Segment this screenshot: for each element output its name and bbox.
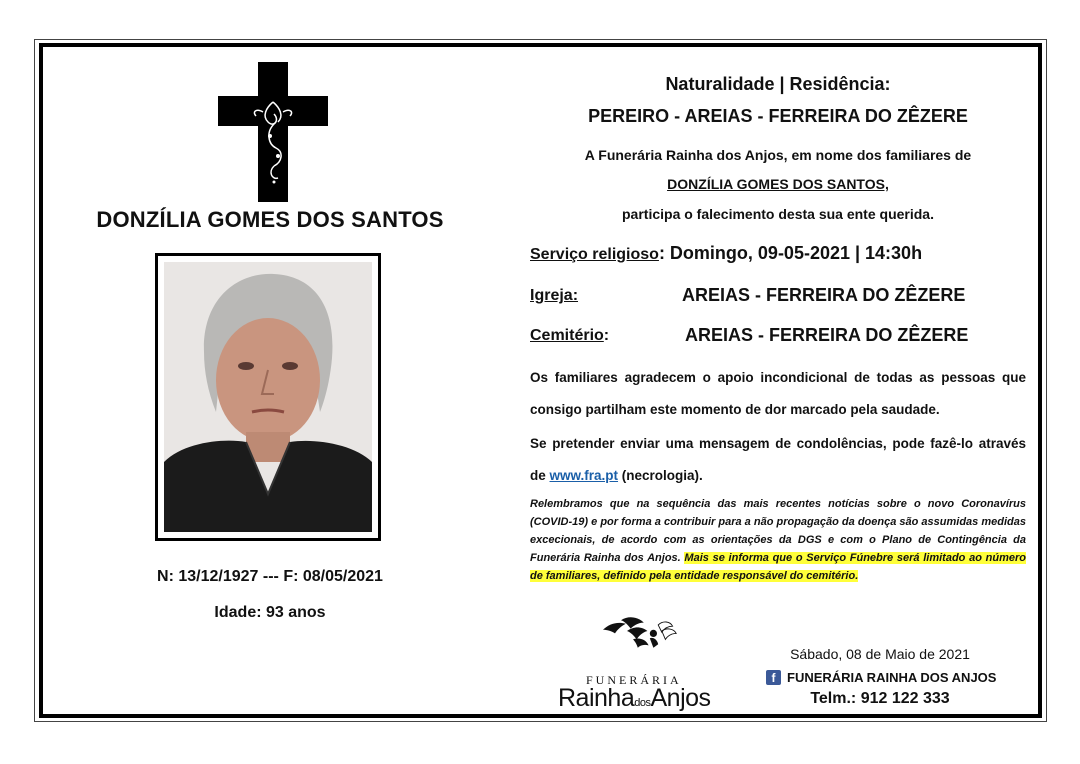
facebook-page[interactable] xyxy=(766,670,996,685)
covid-notice xyxy=(530,495,1026,585)
condolences-pre: Se pretender enviar uma mensagem de condolências, pode fazê-lo através de xyxy=(530,436,1026,483)
religious-service-row xyxy=(530,243,1026,264)
logo-rainha-word: Rainha xyxy=(558,684,635,712)
cemetery-colon: : xyxy=(603,327,610,344)
intro-line-2: participa o falecimento desta sua ente querida. xyxy=(622,206,934,222)
condolences-paragraph xyxy=(530,428,1026,492)
facebook-name: FUNERÁRIA RAINHA DOS ANJOS xyxy=(787,670,997,685)
cross-icon xyxy=(218,62,328,202)
church-label: Igreja: xyxy=(530,287,579,304)
portrait-photo xyxy=(164,262,372,532)
publication-date: Sábado, 08 de Maio de 2021 xyxy=(790,646,970,662)
intro-name-text: DONZÍLIA GOMES DOS SANTOS, xyxy=(667,176,889,192)
religious-service-value: : Domingo, 09-05-2021 | 14:30h xyxy=(658,243,923,263)
logo-dos-word: dos xyxy=(634,697,651,709)
age: Idade: 93 anos xyxy=(214,604,326,621)
facebook-icon: f xyxy=(766,670,781,685)
covid-text: Relembramos que na sequência das mais recentes notícias sobre o novo Coronavírus (COVID-19) e por forma a contribuir para a não propagação da doença são assumidas medidas excecionais, de acordo com as orientações da DGS e com o Plano de Contingência da Funerária Rainha dos Anjos. xyxy=(530,498,1026,564)
logo-funeraria: FUNERÁRIA xyxy=(586,673,682,687)
cemetery-label: Cemitério xyxy=(530,327,604,344)
cemetery-value: AREIAS - FERREIRA DO ZÊZERE xyxy=(685,325,969,345)
logo-anjos-word: Anjos xyxy=(650,684,711,712)
church-row xyxy=(530,287,1026,305)
condolences-post: (necrologia). xyxy=(618,468,703,483)
logo-rainha-dos-anjos xyxy=(558,684,711,713)
naturalidade-label: Naturalidade | Residência: xyxy=(665,74,891,94)
thanks-paragraph: Os familiares agradecem o apoio incondicional de todas as pessoas que consigo partilham este momento de dor marcado pela saudade. xyxy=(530,370,1026,417)
portrait-frame xyxy=(155,253,381,541)
intro-name xyxy=(530,176,1026,192)
angel-logo-icon xyxy=(555,613,735,673)
website-link[interactable]: www.fra.pt xyxy=(549,468,619,483)
deceased-name: DONZÍLIA GOMES DOS SANTOS xyxy=(96,207,444,232)
religious-service-label: Serviço religioso xyxy=(530,246,659,263)
intro-line-1: A Funerária Rainha dos Anjos, em nome dos familiares de xyxy=(584,147,972,163)
church-value: AREIAS - FERREIRA DO ZÊZERE xyxy=(682,285,966,305)
covid-highlight: Mais se informa que o Serviço Fúnebre será limitado ao número de familiares, definido pela entidade responsável do cemitério. xyxy=(530,552,1026,582)
phone-number: Telm.: 912 122 333 xyxy=(810,690,950,707)
birth-death-dates: N: 13/12/1927 --- F: 08/05/2021 xyxy=(157,568,383,585)
cemetery-row xyxy=(530,327,1026,345)
places: PEREIRO - AREIAS - FERREIRA DO ZÊZERE xyxy=(588,106,968,126)
